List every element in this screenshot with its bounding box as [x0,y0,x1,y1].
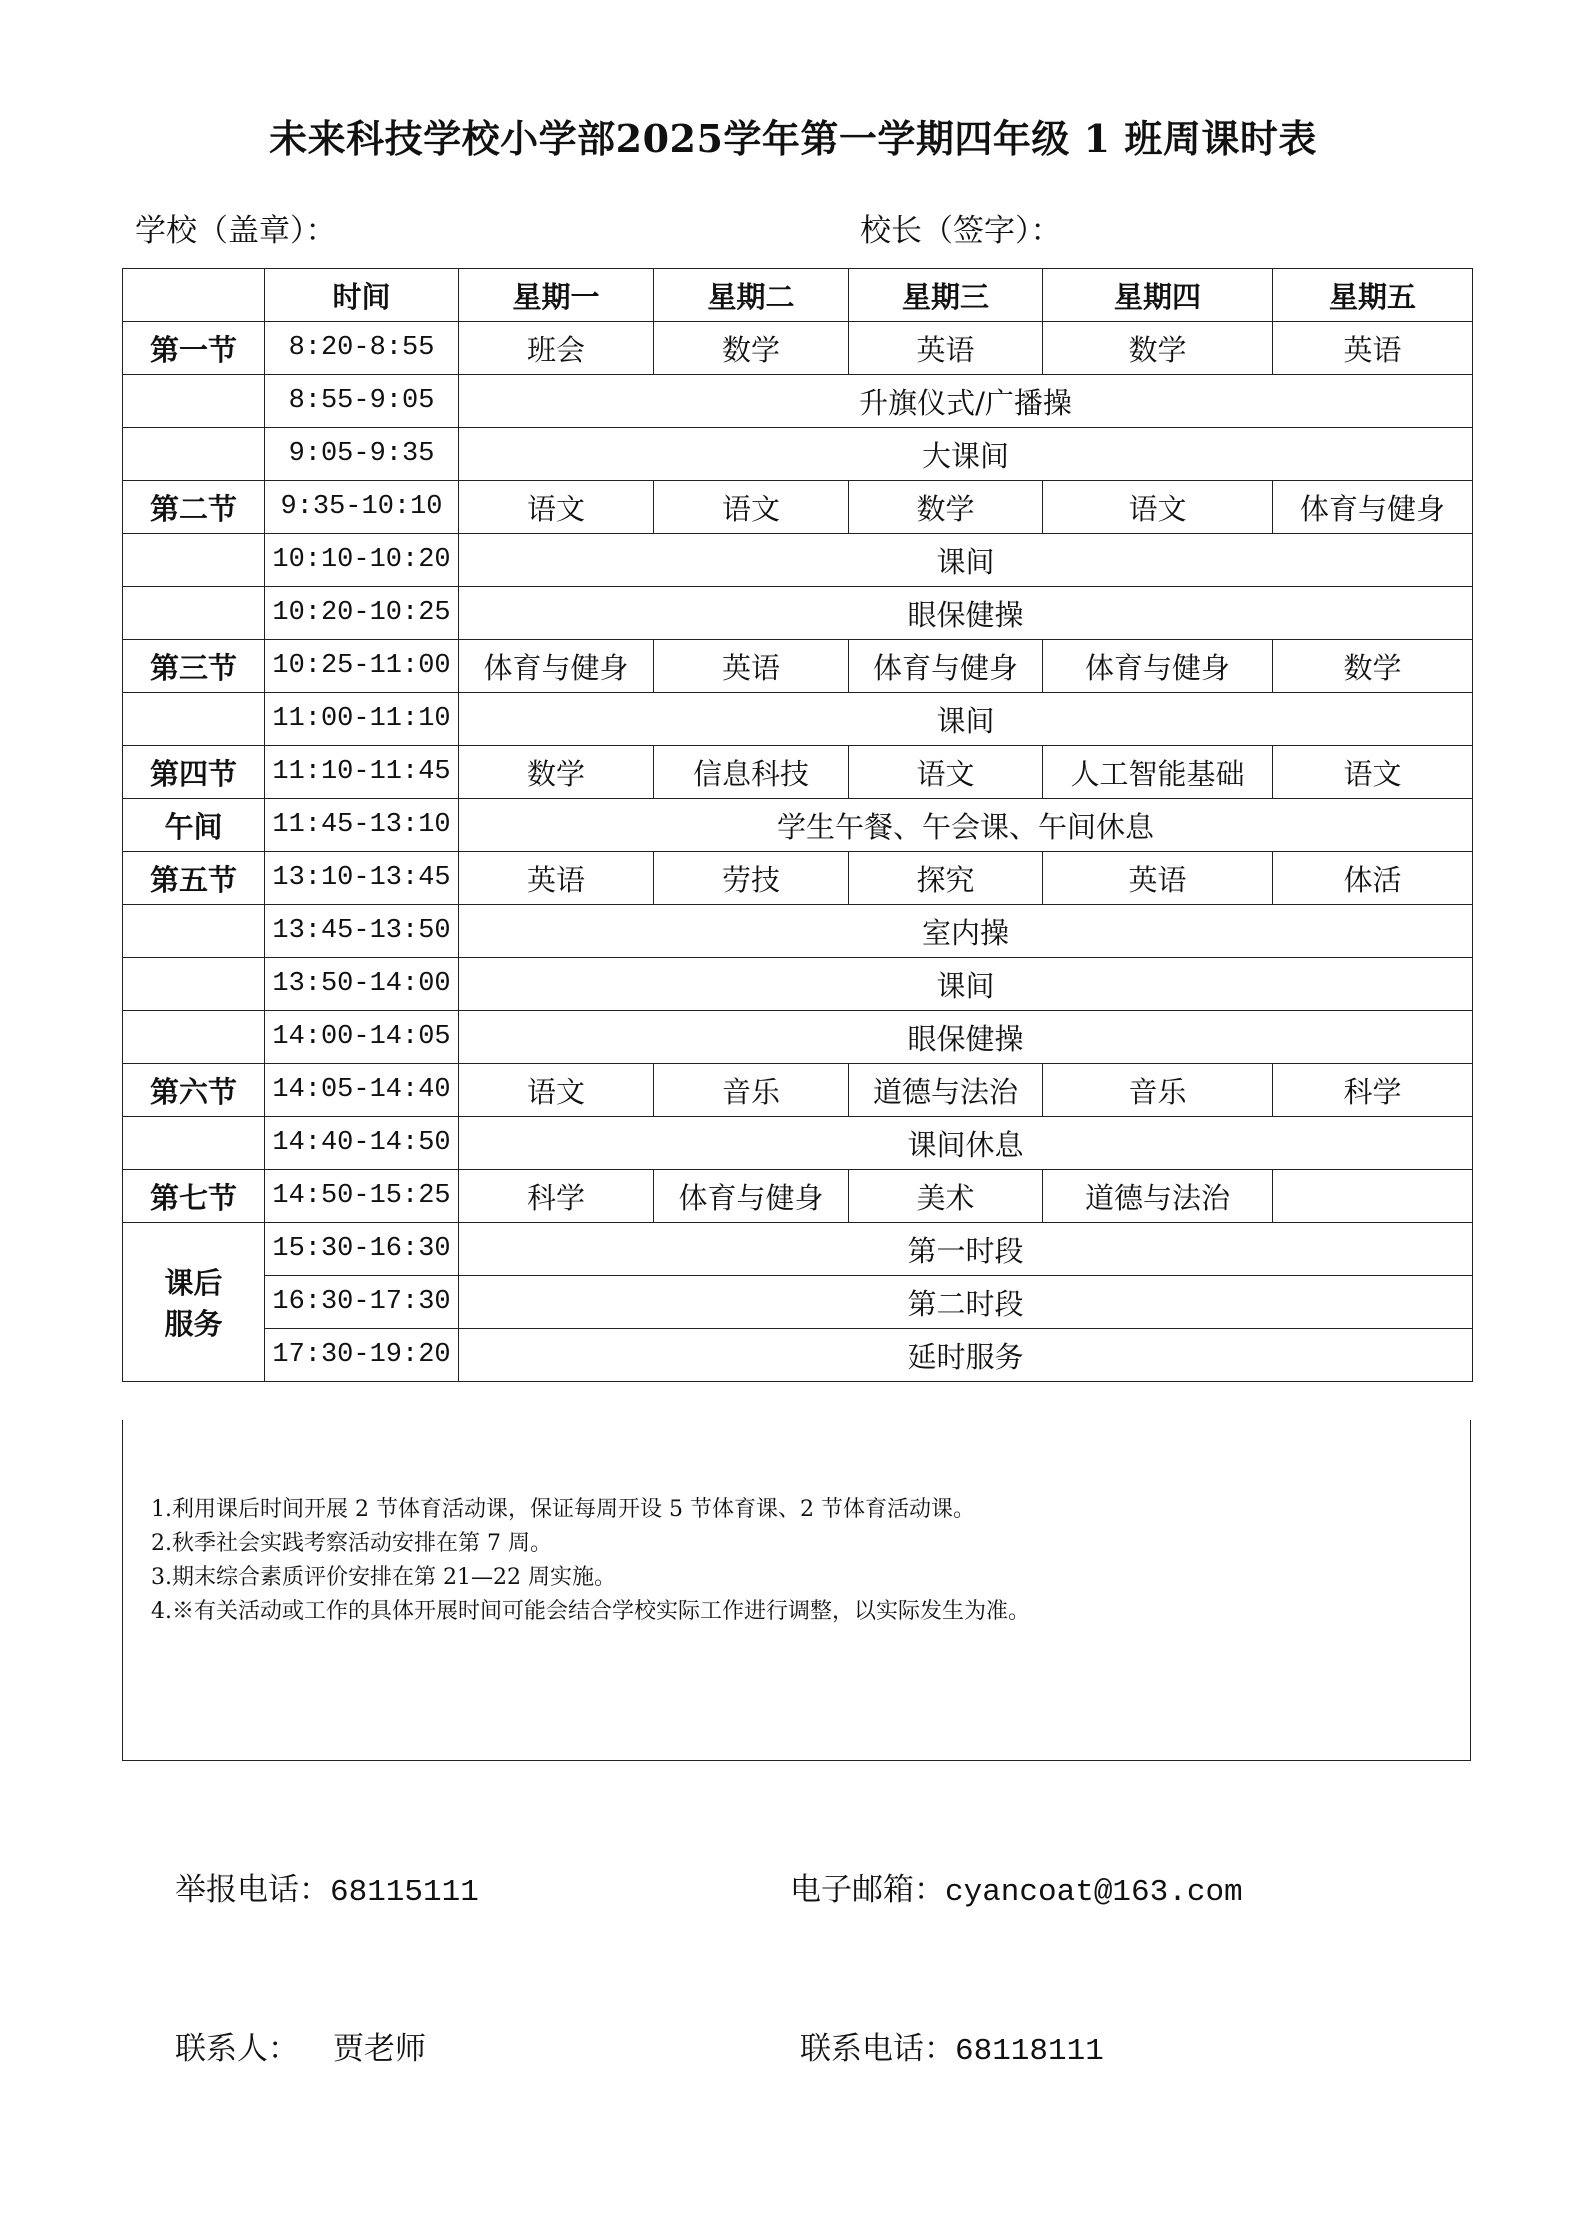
principal-signature-label: 校长（签字）： [860,213,1062,249]
note-item: 2.秋季社会实践考察活动安排在第 7 周。 [151,1531,552,1556]
note-item: 4.※有关活动或工作的具体开展时间可能会结合学校实际工作进行调整，以实际发生为准。 [151,1599,1030,1624]
table-row [123,905,1473,958]
time-cell: 11:45-13:10 [265,799,459,852]
time-cell: 9:05-9:35 [265,428,459,481]
time-cell: 8:20-8:55 [265,322,459,375]
contact-label: 联系人： [175,2031,299,2067]
table-row [123,746,1473,799]
subject-cell: 语文 [654,481,849,534]
time-cell: 8:55-9:05 [265,375,459,428]
column-header: 星期二 [654,269,849,322]
table-row [123,587,1473,640]
school-stamp-label: 学校（盖章）： [135,213,337,249]
time-cell: 13:10-13:45 [265,852,459,905]
activity-span-cell: 课间 [459,693,1473,746]
activity-span-cell: 延时服务 [459,1329,1473,1382]
activity-span-cell: 学生午餐、午会课、午间休息 [459,799,1473,852]
table-row [123,1170,1473,1223]
subject-cell: 体育与健身 [1273,481,1473,534]
time-cell: 9:35-10:10 [265,481,459,534]
period-label: 第七节 [123,1170,265,1223]
column-header: 星期三 [849,269,1043,322]
subject-cell: 语文 [1273,746,1473,799]
time-cell: 16:30-17:30 [265,1276,459,1329]
period-label [123,534,265,587]
time-cell: 13:45-13:50 [265,905,459,958]
period-label: 第二节 [123,481,265,534]
table-row [123,640,1473,693]
time-cell: 14:50-15:25 [265,1170,459,1223]
column-header: 星期四 [1043,269,1273,322]
contact-phone [800,2023,1104,2069]
subject-cell: 班会 [459,322,654,375]
activity-span-cell: 课间休息 [459,1117,1473,1170]
subject-cell: 科学 [1273,1064,1473,1117]
time-cell: 14:00-14:05 [265,1011,459,1064]
column-header: 星期一 [459,269,654,322]
time-cell: 13:50-14:00 [265,958,459,1011]
subject-cell: 信息科技 [654,746,849,799]
activity-span-cell: 大课间 [459,428,1473,481]
time-cell: 14:40-14:50 [265,1117,459,1170]
time-cell: 10:20-10:25 [265,587,459,640]
period-label: 第一节 [123,322,265,375]
period-label [123,958,265,1011]
subject-cell: 英语 [459,852,654,905]
period-label [123,428,265,481]
subject-cell: 体育与健身 [1043,640,1273,693]
activity-span-cell: 眼保健操 [459,587,1473,640]
activity-span-cell: 室内操 [459,905,1473,958]
period-label [123,905,265,958]
table-row [123,1223,1473,1276]
activity-span-cell: 眼保健操 [459,1011,1473,1064]
time-cell: 14:05-14:40 [265,1064,459,1117]
activity-span-cell: 课间 [459,958,1473,1011]
subject-cell: 英语 [654,640,849,693]
table-row [123,799,1473,852]
contact-phone-value: 68118111 [955,2034,1104,2069]
notes-box [122,1420,1471,1761]
contact-person [175,2023,426,2068]
time-cell: 15:30-16:30 [265,1223,459,1276]
table-row [123,1117,1473,1170]
page-title: 未来科技学校小学部2025学年第一学期四年级 1 班周课时表 [269,116,1317,161]
time-cell: 10:25-11:00 [265,640,459,693]
contact-name: 贾老师 [333,2031,426,2067]
report-phone-label: 举报电话： [175,1872,330,1908]
table-row [123,958,1473,1011]
report-phone [175,1864,479,1910]
period-label [123,1117,265,1170]
email-value[interactable]: cyancoat@163.com [945,1875,1243,1910]
email [790,1864,1243,1910]
subject-cell: 英语 [1043,852,1273,905]
activity-span-cell: 课间 [459,534,1473,587]
table-row [123,1329,1473,1382]
period-label [123,587,265,640]
subject-cell: 探究 [849,852,1043,905]
subject-cell: 美术 [849,1170,1043,1223]
period-label: 第五节 [123,852,265,905]
subject-cell: 英语 [849,322,1043,375]
subject-cell: 语文 [849,746,1043,799]
email-label: 电子邮箱： [790,1872,945,1908]
subject-cell: 英语 [1273,322,1473,375]
subject-cell: 数学 [1273,640,1473,693]
table-row [123,534,1473,587]
time-cell: 10:10-10:20 [265,534,459,587]
header-row [123,269,1473,322]
subject-cell: 语文 [459,481,654,534]
note-item: 1.利用课后时间开展 2 节体育活动课，保证每周开设 5 节体育课、2 节体育活动课。 [151,1497,975,1522]
table-row [123,322,1473,375]
period-label: 午间 [123,799,265,852]
subject-cell: 语文 [459,1064,654,1117]
after-school-label-line: 服务 [164,1307,223,1341]
contact-phone-label: 联系电话： [800,2031,955,2067]
subject-cell: 体活 [1273,852,1473,905]
after-school-label-line: 课后 [164,1266,223,1300]
subject-cell: 体育与健身 [654,1170,849,1223]
timetable [122,268,1473,1382]
table-row [123,852,1473,905]
subject-cell [1273,1170,1473,1223]
period-label [123,375,265,428]
time-cell: 11:00-11:10 [265,693,459,746]
subject-cell: 道德与法治 [849,1064,1043,1117]
subject-cell: 体育与健身 [459,640,654,693]
subject-cell: 人工智能基础 [1043,746,1273,799]
column-header: 星期五 [1273,269,1473,322]
report-phone-value: 68115111 [330,1875,479,1910]
subject-cell: 数学 [654,322,849,375]
period-label: 第三节 [123,640,265,693]
column-header: 时间 [265,269,459,322]
time-cell: 11:10-11:45 [265,746,459,799]
subject-cell: 音乐 [1043,1064,1273,1117]
table-row [123,693,1473,746]
table-row [123,481,1473,534]
period-label: 第六节 [123,1064,265,1117]
time-cell: 17:30-19:20 [265,1329,459,1382]
subject-cell: 数学 [1043,322,1273,375]
subject-cell: 体育与健身 [849,640,1043,693]
subject-cell: 道德与法治 [1043,1170,1273,1223]
subject-cell: 语文 [1043,481,1273,534]
period-label [123,1011,265,1064]
note-item: 3.期末综合素质评价安排在第 21—22 周实施。 [151,1565,616,1590]
activity-span-cell: 第二时段 [459,1276,1473,1329]
subject-cell: 数学 [849,481,1043,534]
subject-cell: 音乐 [654,1064,849,1117]
subject-cell: 科学 [459,1170,654,1223]
table-row [123,375,1473,428]
activity-span-cell: 第一时段 [459,1223,1473,1276]
table-row [123,1011,1473,1064]
subject-cell: 数学 [459,746,654,799]
table-row [123,1276,1473,1329]
period-label: 第四节 [123,746,265,799]
table-row [123,428,1473,481]
after-school-label [123,1223,265,1382]
subject-cell: 劳技 [654,852,849,905]
column-header [123,269,265,322]
period-label [123,693,265,746]
table-row [123,1064,1473,1117]
activity-span-cell: 升旗仪式/广播操 [459,375,1473,428]
